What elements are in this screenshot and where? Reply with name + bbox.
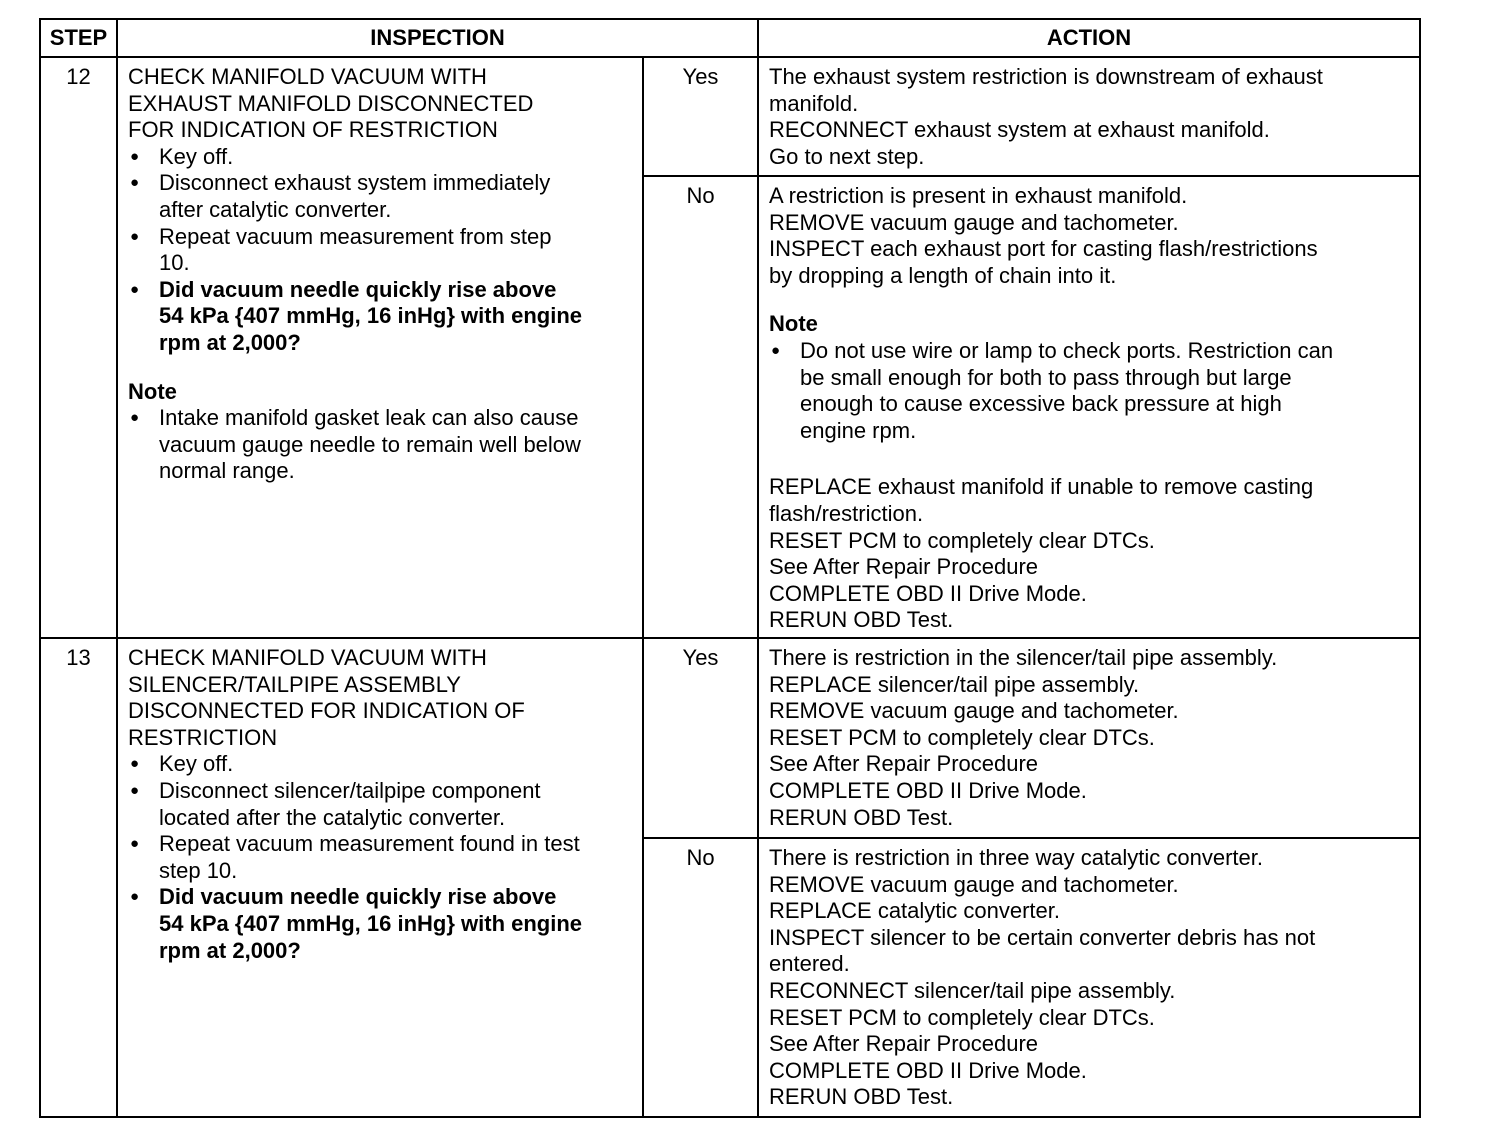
bullet-icon: ● xyxy=(130,888,140,906)
text-line: Intake manifold gasket leak can also cause xyxy=(159,405,579,431)
bullet-item xyxy=(128,224,634,277)
text-line: manifold. xyxy=(769,90,859,116)
text-line: RECONNECT exhaust system at exhaust manifold. xyxy=(769,117,1270,143)
text-line: CHECK MANIFOLD VACUUM WITH xyxy=(128,64,487,89)
text-line: There is restriction in three way catalytic converter. xyxy=(769,845,1263,870)
text-line: REPLACE catalytic converter. xyxy=(769,898,1061,924)
text-line: Key off. xyxy=(159,143,234,169)
text-line: RESTRICTION xyxy=(128,724,278,750)
text-line: rpm at 2,000? xyxy=(159,329,301,355)
note-heading: Note xyxy=(128,378,177,404)
text-line: COMPLETE OBD II Drive Mode. xyxy=(769,1057,1087,1083)
step-number: 13 xyxy=(40,638,117,1117)
text-line: FOR INDICATION OF RESTRICTION xyxy=(128,117,498,143)
bullet-item xyxy=(128,144,634,171)
text-line: RERUN OBD Test. xyxy=(769,1084,954,1110)
text-line: 10. xyxy=(159,250,190,276)
text-line: There is restriction in the silencer/tail pipe assembly. xyxy=(769,645,1278,670)
text-line: See After Repair Procedure xyxy=(769,554,1039,580)
text-line: 54 kPa {407 mmHg, 16 inHg} with engine xyxy=(159,910,583,936)
bullet-item xyxy=(128,884,634,964)
inspection-cell xyxy=(117,638,643,1117)
text-line: CHECK MANIFOLD VACUUM WITH xyxy=(128,645,487,670)
text-line: normal range. xyxy=(159,458,295,484)
text-line: DISCONNECTED FOR INDICATION OF xyxy=(128,698,525,724)
step-13-yes-row xyxy=(40,638,1420,838)
yes-label: Yes xyxy=(643,57,758,176)
text-line: REPLACE exhaust manifold if unable to remove casting xyxy=(769,474,1314,500)
header-inspection: INSPECTION xyxy=(117,19,758,57)
text-line: entered. xyxy=(769,951,850,977)
bullet-item xyxy=(769,338,1411,444)
text-line: RESET PCM to completely clear DTCs. xyxy=(769,1004,1155,1030)
no-action-cell xyxy=(758,838,1420,1117)
step-number: 12 xyxy=(40,57,117,638)
text-line: Did vacuum needle quickly rise above xyxy=(159,276,557,302)
bullet-item xyxy=(128,831,634,884)
text-line: Disconnect silencer/tailpipe component xyxy=(159,777,541,803)
bullet-icon: ● xyxy=(130,280,140,298)
text-line: REPLACE silencer/tail pipe assembly. xyxy=(769,671,1140,697)
bullet-item xyxy=(128,277,634,357)
text-line: REMOVE vacuum gauge and tachometer. xyxy=(769,209,1179,235)
bullet-item xyxy=(128,778,634,831)
text-line: SILENCER/TAILPIPE ASSEMBLY xyxy=(128,671,461,697)
text-line: vacuum gauge needle to remain well below xyxy=(159,431,581,457)
text-line: INSPECT each exhaust port for casting flash/restrictions xyxy=(769,236,1318,262)
text-line: COMPLETE OBD II Drive Mode. xyxy=(769,580,1087,606)
text-line: located after the catalytic converter. xyxy=(159,804,506,830)
text-line: EXHAUST MANIFOLD DISCONNECTED xyxy=(128,90,534,116)
text-line: Go to next step. xyxy=(769,143,925,169)
inspection-cell xyxy=(117,57,643,638)
text-line: enough to cause excessive back pressure at high xyxy=(800,391,1282,417)
text-line: be small enough for both to pass through but large xyxy=(800,364,1292,390)
bullet-icon: ● xyxy=(130,409,140,427)
spacer xyxy=(128,357,634,379)
bullet-item xyxy=(128,405,634,485)
bullet-text xyxy=(159,144,233,171)
bullet-text xyxy=(159,751,233,778)
text-line: Do not use wire or lamp to check ports. Restriction can xyxy=(800,337,1334,363)
text-line: RESET PCM to completely clear DTCs. xyxy=(769,724,1155,750)
text-line: Repeat vacuum measurement found in test xyxy=(159,831,580,857)
text-line: A restriction is present in exhaust manifold. xyxy=(769,183,1188,208)
header-action: ACTION xyxy=(758,19,1420,57)
text-line: RECONNECT silencer/tail pipe assembly. xyxy=(769,977,1176,1003)
bullet-text xyxy=(159,884,582,964)
bullet-item xyxy=(128,170,634,223)
text-line: The exhaust system restriction is downstream of exhaust xyxy=(769,64,1323,89)
bullet-icon: ● xyxy=(130,147,140,165)
text-line: REMOVE vacuum gauge and tachometer. xyxy=(769,698,1179,724)
text-line: RERUN OBD Test. xyxy=(769,607,954,633)
bullet-text xyxy=(159,170,550,223)
header-row xyxy=(40,19,1420,57)
text-line: after catalytic converter. xyxy=(159,196,392,222)
bullet-text xyxy=(159,778,541,831)
text-line: COMPLETE OBD II Drive Mode. xyxy=(769,777,1087,803)
text-line: 54 kPa {407 mmHg, 16 inHg} with engine xyxy=(159,303,583,329)
text-line: rpm at 2,000? xyxy=(159,937,301,963)
text-line: Did vacuum needle quickly rise above xyxy=(159,884,557,910)
note-heading: Note xyxy=(769,311,818,337)
bullet-text xyxy=(159,405,581,485)
text-line: step 10. xyxy=(159,857,238,883)
bullet-text xyxy=(800,338,1333,444)
no-label: No xyxy=(643,838,758,1117)
bullet-icon: ● xyxy=(130,174,140,192)
text-line: by dropping a length of chain into it. xyxy=(769,262,1117,288)
bullet-item xyxy=(128,751,634,778)
yes-label: Yes xyxy=(643,638,758,838)
text-line: REMOVE vacuum gauge and tachometer. xyxy=(769,871,1179,897)
bullet-icon: ● xyxy=(130,227,140,245)
text-line: RERUN OBD Test. xyxy=(769,804,954,830)
header-step: STEP xyxy=(40,19,117,57)
yes-action-cell xyxy=(758,57,1420,176)
spacer xyxy=(769,444,1411,474)
text-line: See After Repair Procedure xyxy=(769,751,1039,777)
diagnostic-table xyxy=(39,18,1421,1118)
bullet-text xyxy=(159,831,580,884)
bullet-icon: ● xyxy=(130,781,140,799)
text-line: Key off. xyxy=(159,751,234,777)
text-line: INSPECT silencer to be certain converter debris has not xyxy=(769,924,1316,950)
spacer xyxy=(769,289,1411,311)
text-line: RESET PCM to completely clear DTCs. xyxy=(769,527,1155,553)
no-action-cell xyxy=(758,176,1420,638)
bullet-text xyxy=(159,224,552,277)
text-line: engine rpm. xyxy=(800,417,917,443)
bullet-icon: ● xyxy=(130,755,140,773)
text-line: flash/restriction. xyxy=(769,500,924,526)
text-line: Repeat vacuum measurement from step xyxy=(159,223,552,249)
text-line: See After Repair Procedure xyxy=(769,1031,1039,1057)
bullet-icon: ● xyxy=(130,835,140,853)
bullet-icon: ● xyxy=(771,341,781,359)
bullet-text xyxy=(159,277,582,357)
yes-action-cell xyxy=(758,638,1420,838)
text-line: Disconnect exhaust system immediately xyxy=(159,170,551,196)
step-12-yes-row xyxy=(40,57,1420,176)
no-label: No xyxy=(643,176,758,638)
